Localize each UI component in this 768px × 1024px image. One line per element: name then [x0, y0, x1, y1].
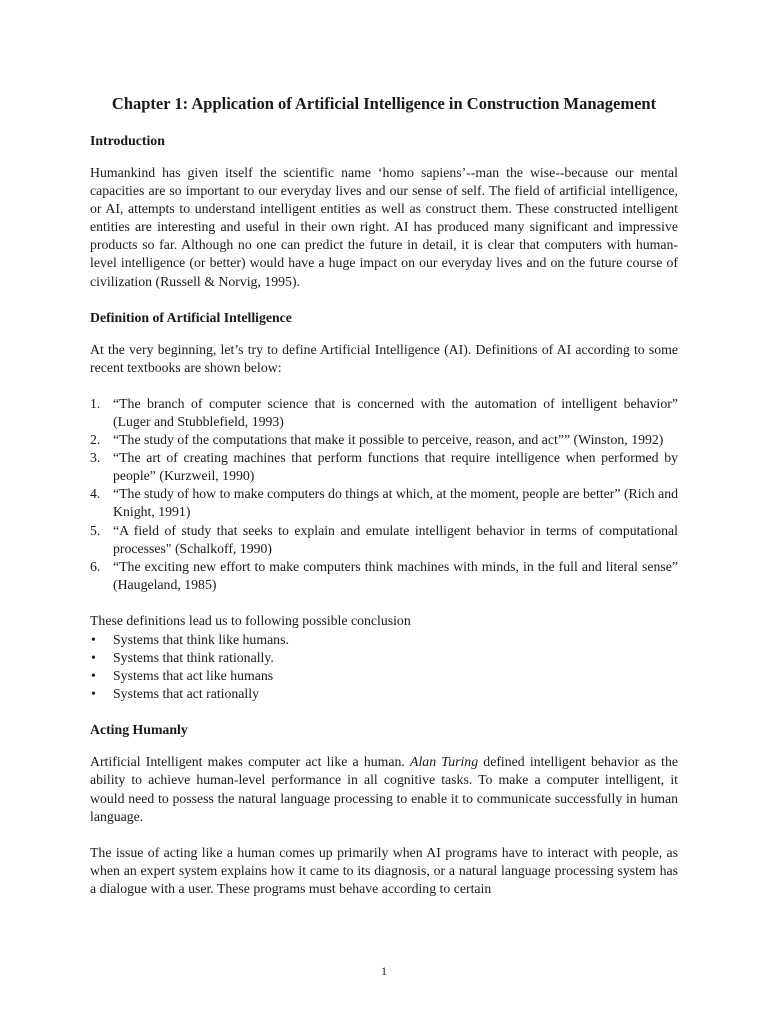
definition-text: “The study of the computations that make it possible to perceive, reason, and act”” (Winston, 1992): [113, 432, 664, 448]
conclusion-item: [90, 667, 678, 685]
text-run: defined intelligent behavior as the ability to achieve human-level performance in all cognitive tasks. To make a computer intelligent, it would need to possess the natural language processing to enable it to communicate successfully in human language.: [90, 754, 678, 824]
chapter-title: Chapter 1: Application of Artificial Intelligence in Construction Management: [111, 94, 657, 113]
definition-item: [90, 431, 678, 449]
conclusion-text: Systems that think rationally.: [113, 650, 274, 666]
definition-text: “A field of study that seeks to explain and emulate intelligent behavior in terms of computational processes" (Schalkoff, 1990): [113, 522, 678, 556]
definition-text: “The exciting new effort to make computers think machines with minds, in the full and literal sense” (Haugeland, 1985): [113, 558, 678, 592]
conclusion-text: Systems that think like humans.: [113, 631, 289, 647]
definition-item: [90, 395, 678, 431]
italic-name: Alan Turing: [410, 754, 479, 770]
bullet-icon: •: [91, 650, 96, 666]
definition-item: [90, 522, 678, 558]
definitions-list: [90, 395, 678, 594]
page-number: 1: [381, 964, 387, 978]
conclusion-text: Systems that act rationally: [113, 686, 259, 702]
definition-number: 2.: [90, 432, 101, 448]
definition-text: “The art of creating machines that perform functions that require intelligence when performed by people” (Kurzweil, 1990): [113, 450, 678, 484]
definition-number: 3.: [90, 450, 101, 466]
definition-number: 4.: [90, 486, 101, 502]
introduction-paragraph: Humankind has given itself the scientific name ‘homo sapiens’--man the wise--because our mental capacities are so important to our everyday lives and our sense of self. The field of artificial intelligence, or AI, attempts to understand intelligent entities as well as construct them. These constructed intelligent entities are interesting and useful in their own right. AI has produced many significant and impressive products so far. Although no one can predict the future in detail, it is clear that computers with human-level intelligence (or better) would have a huge impact on our everyday lives and on the future course of civilization (Russell & Norvig, 1995).: [90, 165, 678, 289]
text-run: Artificial Intelligent makes computer act like a human.: [90, 754, 411, 770]
acting-humanly-heading: Acting Humanly: [90, 722, 188, 738]
conclusion-item: [90, 631, 678, 649]
definition-text: “The branch of computer science that is concerned with the automation of intelligent behavior” (Luger and Stubblefield, 1993): [113, 395, 678, 429]
definition-number: 1.: [90, 395, 101, 411]
definition-item: [90, 558, 678, 594]
definition-item: [90, 449, 678, 485]
conclusions-list: [90, 631, 678, 703]
bullet-icon: •: [91, 668, 96, 684]
acting-humanly-paragraph-2: The issue of acting like a human comes up primarily when AI programs have to interact with people, as when an expert system explains how it came to its diagnosis, or a natural language processing system has a dialogue with a user. These programs must behave according to certain: [90, 844, 678, 896]
conclusion-lead: These definitions lead us to following possible conclusion: [90, 612, 411, 628]
conclusion-item: [90, 685, 678, 703]
definition-lead-paragraph: At the very beginning, let’s try to define Artificial Intelligence (AI). Definitions of AI according to some recent textbooks are shown below:: [90, 341, 678, 375]
acting-humanly-paragraph-1: [90, 753, 678, 825]
introduction-heading: Introduction: [90, 133, 165, 148]
definition-number: 6.: [90, 558, 101, 574]
conclusion-item: [90, 649, 678, 667]
definition-item: [90, 485, 678, 521]
bullet-icon: •: [91, 686, 96, 702]
definition-number: 5.: [90, 522, 101, 538]
bullet-icon: •: [91, 631, 96, 647]
definition-heading: Definition of Artificial Intelligence: [90, 309, 292, 325]
definition-text: “The study of how to make computers do things at which, at the moment, people are better” (Rich and Knight, 1991): [113, 486, 678, 520]
conclusion-text: Systems that act like humans: [113, 668, 274, 684]
page-content: [90, 93, 678, 916]
